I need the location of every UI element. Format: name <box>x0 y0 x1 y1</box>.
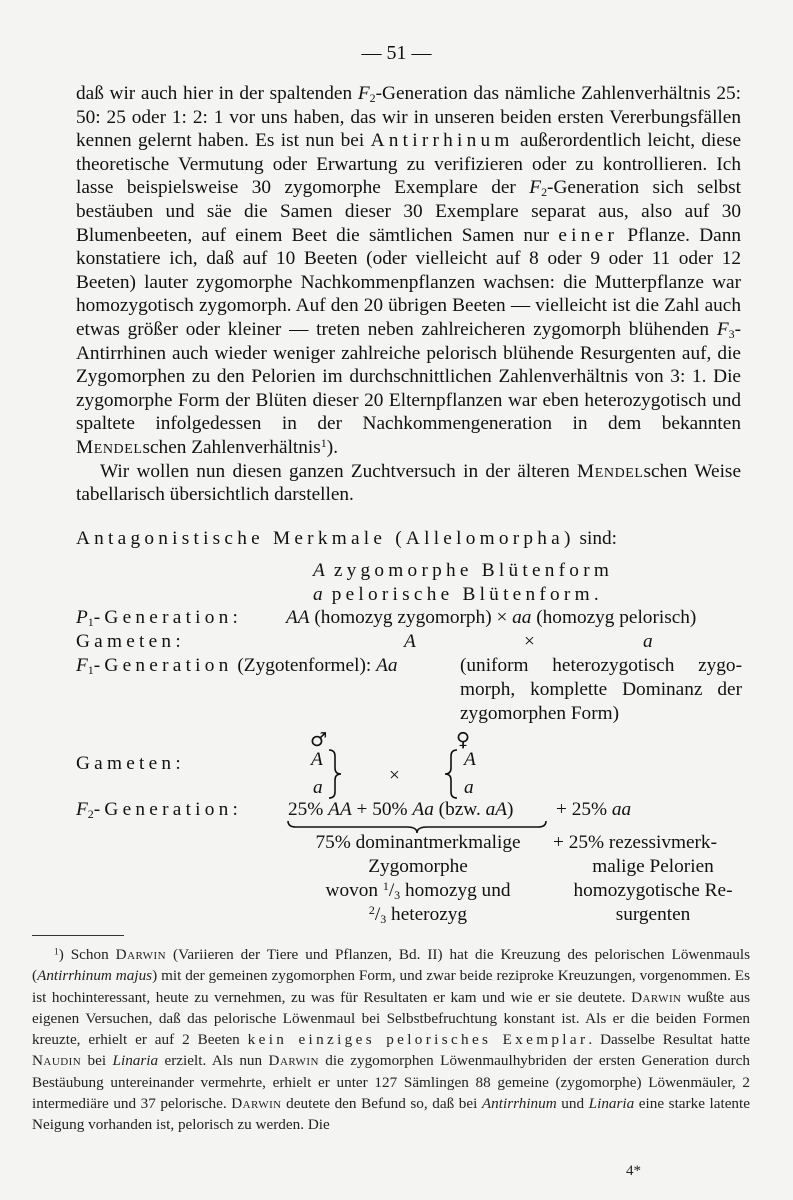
dominant-summary-line-3: wovon $^1/_3$ homozyg und <box>325 879 511 902</box>
f1-generation-row: $F_1$-Generation (Zygotenformel): Aa <box>76 655 398 677</box>
author-mendel: Mendel <box>577 460 644 482</box>
male-gamete-dominant: A <box>311 749 323 770</box>
gametes-row-1-label: Gameten: <box>76 631 185 652</box>
female-symbol-icon: ♀ <box>456 728 471 751</box>
dominant-underbrace <box>286 818 548 834</box>
gamete-dominant: A <box>404 631 416 652</box>
printer-signature: 4* <box>626 1163 641 1179</box>
scheme-heading: Antagonistische Merkmale (Allelomorpha) sind: <box>76 528 617 549</box>
gametes-row-2-label: Gameten: <box>76 753 185 774</box>
paragraph-1: daß wir auch hier in der spaltenden $F_2$-Generation das nämliche Zahlenverhältnis 25: 50: 25 oder 1: 2: 1 vor uns haben, das wir in unseren beiden ersten Vererbungsfällen kennen gelernt haben. Es ist nun bei Antirrhinum außerordentlich leicht, diese theoretische Vermutung oder Erwartung zu verifizieren oder zu kontrollieren. Ich lasse beispielsweise 30 zygomorphe Exemplare der $F_2$-Generation sich selbst bestäuben und säe die Samen dieser 30 Exemplare separat aus, also auf 30 Blumenbeeten, auf einem Beet die sämtlichen Samen nur einer Pflanze. Dann konstatiere ich, daß auf 10 Beeten (oder vielleicht auf 8 oder 9 oder 11 oder 12 Beeten) lauter zygomorphe Nachkommenpflanzen wachsen: die Mutterpflanze war homozygotisch zygomorph. Auf den 20 übrigen Beeten — vielleicht ist die Zahl auch etwas größer oder kleiner — treten neben zahlreicheren zygomorph blühenden $F_3$-Antirrhinen auch wieder weniger zahlreiche pelorisch blühende Resurgenten auf, die Zygomorphen zu den Pelorien im durchschnittlichen Zahlenverhältnis von 3: 1. Die zygomorphe Form der Blüten dieser 20 Elternpflanzen war eben heterozygotisch und spaltete infolgedessen in der Nachkommengeneration in dem bekannten Mendelschen Zahlenverhältnis$^1$). <box>76 83 742 458</box>
p1-generation-row: $P_1$-Generation: <box>76 607 243 629</box>
dominant-summary-line-4: $^2/_3$ heterozyg <box>368 903 468 926</box>
female-gamete-dominant: A <box>464 749 476 770</box>
dominant-summary-line-2: Zygomorphe <box>368 856 468 877</box>
female-gamete-recessive: a <box>464 777 474 798</box>
left-brace <box>326 748 346 800</box>
paragraph-2: Wir wollen nun diesen ganzen Zuchtversuch in der älteren Mendelschen Weise tabellarisch übersichtlich darstellen. <box>76 460 741 506</box>
footnote-ref: 1 <box>320 435 327 450</box>
f2-formula: 25% AA + 50% Aa (bzw. aA) <box>288 799 514 820</box>
allele-dominant: A zygomorphe Blütenform <box>313 560 614 581</box>
f1-description-line-1: (uniform heterozygotisch zygo- <box>460 655 742 676</box>
recessive-summary-line-2: malige Pelorien <box>592 856 714 877</box>
footnote-divider <box>32 935 124 936</box>
author-mendel: Mendel <box>76 436 143 458</box>
recessive-summary-line-4: surgenten <box>615 904 691 925</box>
main-text <box>76 82 741 507</box>
footnote: $^1$) Schon Darwin (Variieren der Tiere und Pflanzen, Bd. II) hat die Kreuzung des pelorischen Löwenmauls (Antirrhinum majus) mit der gemeinen zygomorphen Form, und zwar beide reziproke Kreuzungen, vorgenommen. Es ist hochinteressant, heute zu vernehmen, zu was für Resultaten er kam und wie er sie deutete. Darwin wußte aus eigenen Versuchen, daß das pelorische Löwenmaul bei Selbstbefruchtung konstant ist. Als er die beiden Formen kreuzte, erhielt er auf 2 Beeten kein einziges pelorisches Exemplar. Dasselbe Resultat hatte Naudin bei Linaria erzielt. Als nun Darwin die zygomorphen Löwenmaulhybriden der ersten Generation durch Bestäubung untereinander vermehrte, erhielt er unter 127 Sämlingen 88 gemeine (zygomorphe) Löwenmäuler, 2 intermediäre und 37 pelorische. Darwin deutete den Befund so, daß bei Antirrhinum und Linaria eine starke latente Neigung vorhanden ist, pelorisch zu werden. Die <box>32 946 751 1134</box>
f2-recessive-part: + 25% aa <box>556 799 632 820</box>
f1-description-line-2: morph, komplette Dominanz der <box>460 679 742 700</box>
right-brace <box>440 748 460 800</box>
gamete-recessive: a <box>643 631 653 652</box>
gametes-cross-sign: × <box>389 765 400 786</box>
recessive-summary-line-3: homozygotische Re- <box>573 880 733 901</box>
recessive-summary-line-1: + 25% rezessivmerk- <box>553 832 717 853</box>
allele-recessive: a pelorische Blütenform. <box>313 584 603 605</box>
p1-cross: AA (homozyg zygomorph) × aa (homozyg pelorisch) <box>286 607 697 628</box>
emphasis-antirrhinum: Antirrhinum <box>370 130 514 152</box>
page-number: — 51 — <box>361 42 432 64</box>
emphasis-einer: einer <box>558 224 619 246</box>
footnote-mark: 1 <box>54 947 59 958</box>
f1-description-line-3: zygomorphen Form) <box>460 703 620 724</box>
male-symbol-icon: ♂ <box>310 728 328 751</box>
male-gamete-recessive: a <box>313 777 323 798</box>
dominant-summary-line-1: 75% dominantmerkmalige <box>315 832 521 853</box>
f2-generation-row: $F_2$-Generation: <box>76 799 243 821</box>
emphasis-kein-exemplar: kein einziges pelorisches Exemplar <box>247 1031 589 1049</box>
gamete-cross-sign: × <box>524 631 535 652</box>
